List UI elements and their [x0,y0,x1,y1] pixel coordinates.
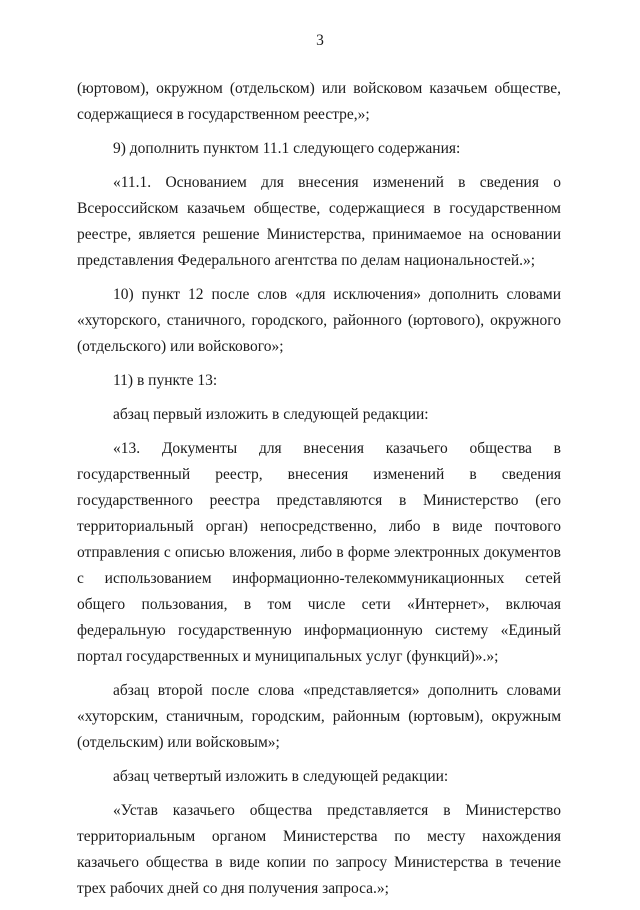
paragraph-9: абзац четвертый изложить в следующей редакции: [113,768,449,785]
paragraph-8: абзац второй после слова «представляется» дополнить словами «хуторским, станичным, городским, районным (юртовым), окружным (отдельским) или войсковым»; [77,682,561,751]
document-body [77,76,561,910]
paragraph-10: «Устав казачьего общества представляется в Министерство территориальным органом Министерства по месту нахождения казачьего общества в виде копии по запросу Министерства в течение трех рабочих дней со дня получения запроса.»; [77,802,561,897]
paragraph-7: «13. Документы для внесения казачьего общества в государственный реестр, внесения изменений в сведения государственного реестра представляются в Министерство (его территориальный орган) непосредственно, либо в виде почтового отправления с описью вложения, либо в форме электронных документов с использованием информационно-телекоммуникационных сетей общего пользования, в том числе сети «Интернет», включая федеральную государственную информационную систему «Единый портал государственных и муниципальных услуг (функций)».»; [77,440,561,665]
paragraph-6: абзац первый изложить в следующей редакции: [113,406,429,423]
paragraph-5: 11) в пункте 13: [113,372,218,389]
paragraph-4: 10) пункт 12 после слов «для исключения» дополнить словами «хуторского, станичного, городского, районного (юртового), окружного (отдельского) или войскового»; [77,286,561,355]
paragraph-3: «11.1. Основанием для внесения изменений в сведения о Всероссийском казачьем обществе, содержащиеся в государственном реестре, является решение Министерства, принимаемое на основании представления Федерального агентства по делам национальностей.»; [77,174,561,269]
paragraph-1: (юртовом), окружном (отдельском) или войсковом казачьем обществе, содержащиеся в государственном реестре,»; [77,80,561,123]
page-number: 3 [316,32,324,49]
paragraph-2: 9) дополнить пунктом 11.1 следующего содержания: [113,140,461,157]
